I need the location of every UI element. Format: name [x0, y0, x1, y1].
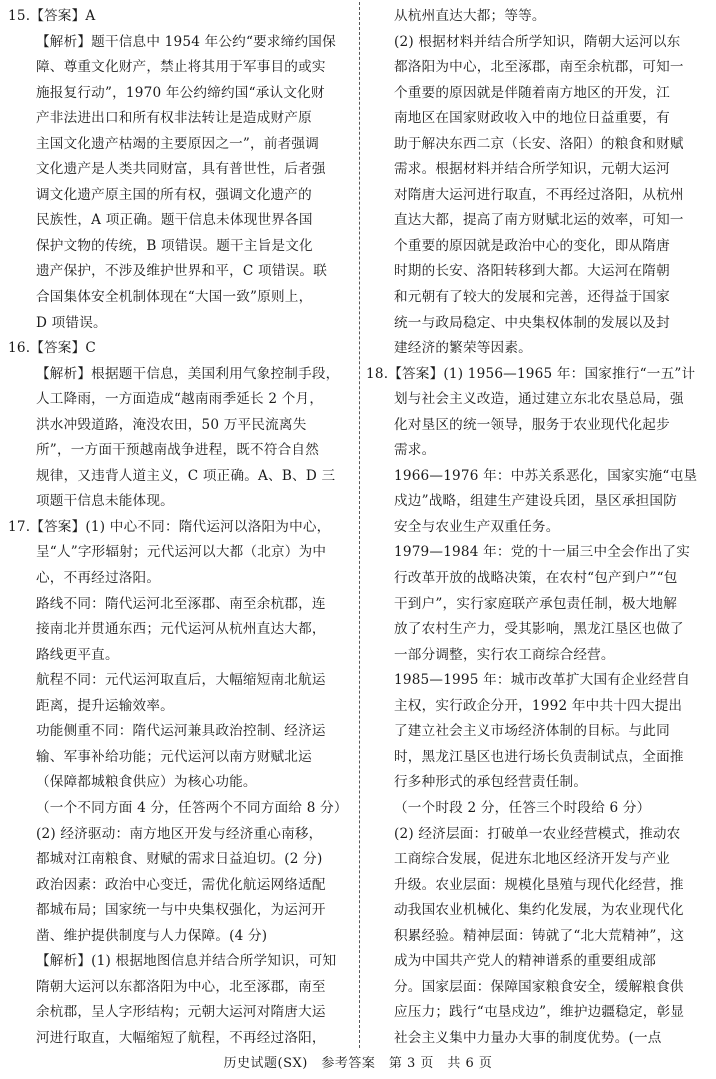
right-text-line: 社会主义集中力量办大事的制度优势。(一点 [394, 1029, 662, 1046]
right-text-line: 动我国农业机械化、集约化发展，为农业现代化 [394, 902, 684, 919]
right-text-line: 工商综合发展，促进东北地区经济开发与产业 [394, 851, 670, 868]
right-text-line: 划与社会主义改造，通过建立东北农垦总局，强 [394, 391, 684, 408]
right-text-line: (2) 根据材料并结合所学知识，隋朝大运河以东 [394, 33, 681, 50]
right-text-line: 应压力；践行“屯垦戍边”，维护边疆稳定，彰显 [394, 1004, 685, 1021]
right-text-line: 化对垦区的统一领导，服务于农业现代化起步 [394, 416, 670, 433]
right-column [366, 4, 710, 1051]
left-text-line: 民族性，A 项正确。题干信息未体现世界各国 [36, 212, 313, 229]
right-text-line: 主权，实行政企分开，1992 年中共十四大提出 [394, 697, 683, 714]
right-text-line: 放了农村生产力，受其影响，黑龙江垦区也做了 [394, 621, 684, 638]
left-text-line: 呈“人”字形辐射；元代运河以大都（北京）为中 [36, 544, 327, 561]
right-text-line: 行多种形式的承包经营责任制。 [394, 774, 588, 791]
left-text-line: 路线更平直。 [36, 646, 119, 663]
left-text-line: 规律，又违背人道主义，C 项正确。A、B、D 三 [36, 467, 336, 484]
left-text-line: 洪水冲毁道路，淹没农田，50 万平民流离失 [36, 416, 307, 433]
left-text-line: 产非法进出口和所有权非法转让是造成财产原 [36, 110, 312, 127]
right-text-line: 从杭州直达大都；等等。 [394, 8, 546, 24]
right-text-line: 建经济的繁荣等因素。 [394, 340, 532, 357]
left-text-line: 人工降雨，一方面造成“越南雨季延长 2 个月， [36, 391, 324, 408]
left-text-line: 余杭郡，呈人字形结构；元朝大运河对隋唐大运 [36, 1004, 326, 1021]
left-text-line: 项题干信息未能体现。 [36, 493, 174, 510]
right-text-line: 1979—1984 年：党的十一届三中全会作出了实 [394, 544, 691, 561]
right-text-line: 1966—1976 年：中苏关系恶化，国家实施“屯垦 [394, 467, 698, 484]
right-text-line: 时期的长安、洛阳转移到大都。大运河在隋朝 [394, 263, 670, 280]
left-text-line: 都城对江南粮食、财赋的需求日益迫切。(2 分) [36, 851, 323, 868]
right-text-line: 需求。根据材料并结合所学知识，元朝大运河 [394, 161, 670, 178]
left-text-line: 【解析】题干信息中 1954 年公约“要求缔约国保 [36, 33, 336, 50]
left-text-line: 输、军事补给功能；元代运河以南方财赋北运 [36, 748, 312, 765]
right-text-line: 统一与政局稳定、中央集权体制的发展以及封 [394, 314, 670, 331]
right-text-line: 干到户”，实行家庭联产承包责任制，极大地解 [394, 595, 678, 612]
left-text-line: 心，不再经过洛阳。 [36, 570, 161, 587]
left-text-line: 接南北并贯通东西；元代运河从杭州直达大都， [36, 621, 326, 638]
column-divider [359, 2, 360, 1048]
right-text-line: 了建立社会主义市场经济体制的目标。与此同 [394, 723, 670, 740]
right-text-line: 个重要的原因就是伴随着南方地区的开发，江 [394, 84, 670, 101]
right-text-line: 成为中国共产党人的精神谱系的重要组成部 [394, 953, 657, 970]
left-text-line: 文化遗产是人类共同财富，具有普世性，后者强 [36, 161, 326, 178]
left-text-line: 合国集体安全机制体现在“大国一致”原则上， [36, 289, 313, 306]
right-text-line: 个重要的原因就是政治中心的变化，即从隋唐 [394, 237, 670, 254]
left-text-line: 航程不同：元代运河取直后，大幅缩短南北航运 [36, 672, 326, 689]
right-text-line: 时，黑龙江垦区也进行场长负责制试点，全面推 [394, 748, 684, 765]
left-text-line: 河进行取直，大幅缩短了航程，不再经过洛阳， [36, 1029, 326, 1046]
left-text-line: （保障都城粮食供应）为核心功能。 [36, 774, 257, 791]
left-text-line: 障、尊重文化财产，禁止将其用于军事目的或实 [36, 59, 326, 76]
left-text-line: (2) 经济驱动：南方地区开发与经济重心南移， [36, 825, 323, 842]
left-text-line: 距离，提升运输效率。 [36, 697, 174, 714]
right-text-line: 南地区在国家财政收入中的地位日益重要，有 [394, 110, 670, 127]
right-text-line: 对隋唐大运河进行取直，不再经过洛阳，从杭州 [394, 186, 684, 203]
right-text-line: 助于解决东西二京（长安、洛阳）的粮食和财赋 [394, 135, 684, 152]
right-text-line: 积累经验。精神层面：铸就了“北大荒精神”，这 [394, 927, 685, 944]
right-text-line: 戍边”战略，组建生产建设兵团，垦区承担国防 [394, 493, 678, 510]
left-text-line: 16.【答案】C [8, 340, 96, 357]
left-text-line: 保护文物的传统，B 项错误。题干主旨是文化 [36, 237, 313, 254]
page-footer: 历史试题(SX) 参考答案 第 3 页 共 6 页 [223, 1056, 493, 1071]
left-text-line: 主国文化遗产枯竭的主要原因之一”，前者强调 [36, 135, 320, 152]
right-text-line: 1985—1995 年：城市改革扩大国有企业经营自 [394, 672, 691, 689]
right-text-line: 18.【答案】(1) 1956—1965 年：国家推行“一五”计 [366, 365, 696, 382]
left-text-line: 功能侧重不同：隋代运河兼具政治控制、经济运 [36, 723, 326, 740]
left-text-line: 调文化遗产原主国的所有权，强调文化遗产的 [36, 186, 312, 203]
left-text-line: D 项错误。 [36, 314, 107, 331]
right-text-line: 一部分调整，实行农工商综合经营。 [394, 646, 615, 663]
right-text-line: 和元朝有了较大的发展和完善，还得益于国家 [394, 289, 670, 306]
left-text-line: （一个不同方面 4 分，任答两个不同方面给 8 分） [36, 799, 348, 816]
right-text-line: 需求。 [394, 442, 436, 459]
right-text-line: 分。国家层面：保障国家粮食安全，缓解粮食供 [394, 978, 684, 995]
right-text-line: 安全与农业生产双重任务。 [394, 518, 560, 535]
left-text-line: 15.【答案】A [8, 8, 96, 24]
left-text-line: 都城布局；国家统一与中央集权强化，为运河开 [36, 902, 326, 919]
left-column [8, 4, 356, 1051]
right-text-line: 升级。农业层面：规模化垦殖与现代化经营，推 [394, 876, 684, 893]
left-text-line: 遗产保护，不涉及维护世界和平，C 项错误。联 [36, 263, 327, 280]
right-text-line: (2) 经济层面：打破单一农业经营模式，推动农 [394, 825, 681, 842]
left-text-line: 路线不同：隋代运河北至涿郡、南至余杭郡，连 [36, 595, 326, 612]
left-text-line: 施报复行动”，1970 年公约缔约国“承认文化财 [36, 84, 325, 101]
right-text-line: 直达大都，提高了南方财赋北运的效率，可知一 [394, 212, 684, 229]
left-text-line: 政治因素：政治中心变迁，需优化航运网络适配 [36, 876, 326, 893]
left-text-line: 凿、维护提供制度与人力保障。(4 分) [36, 927, 268, 944]
left-text-line: 【解析】(1) 根据地图信息并结合所学知识，可知 [36, 953, 337, 970]
right-text-line: 行改革开放的战略决策，在农村“包产到户”“包 [394, 570, 678, 587]
left-text-line: 17.【答案】(1) 中心不同：隋代运河以洛阳为中心， [8, 518, 331, 535]
left-text-line: 【解析】根据题干信息，美国利用气象控制手段， [36, 365, 340, 382]
right-text-line: （一个时段 2 分，任答三个时段给 6 分） [394, 799, 651, 816]
left-text-line: 隋朝大运河以东都洛阳为中心，北至涿郡，南至 [36, 978, 326, 995]
right-text-line: 都洛阳为中心，北至涿郡，南至余杭郡，可知一 [394, 59, 684, 76]
left-text-line: 所”，一方面干预越南战争进程，既不符合自然 [36, 442, 320, 459]
